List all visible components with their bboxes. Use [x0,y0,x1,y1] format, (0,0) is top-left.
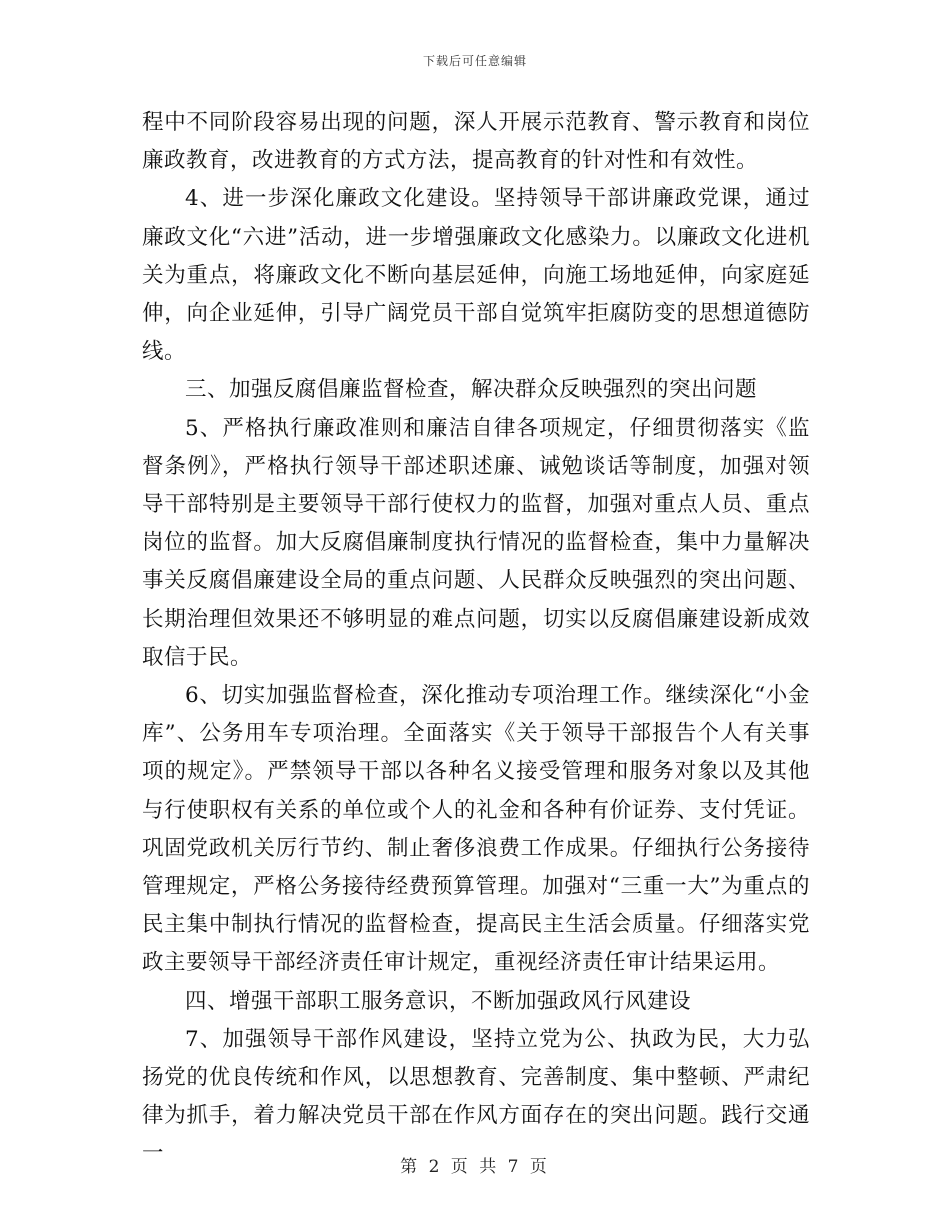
section-heading-4: 四、增强干部职工服务意识，不断加强政风行风建设 [185,988,692,1014]
section-heading-3: 三、加强反腐倡廉监督检查，解决群众反映强烈的突出问题 [185,377,758,403]
paragraph-item-7: 7、加强领导干部作风建设，坚持立党为公、执政为民，大力弘扬党的优良传统和作风，以思想教育、完善制度、集中整顿、严肃纪律为抓手，着力解决党员干部在作风方面存在的突出问题。践行交通一 [142,1026,810,1167]
document-body [142,104,810,1174]
paragraph-item-6: 6、切实加强监督检查，深化推动专项治理工作。继续深化“小金库”、公务用车专项治理。全面落实《关于领导干部报告个人有关事项的规定》。严禁领导干部以各种名义接受管理和服务对象以及其他与行使职权有关系的单位或个人的礼金和各种有价证券、支付凭证。巩固党政机关厉行节约、制止奢侈浪费工作成果。仔细执行公务接待管理规定，严格公务接待经费预算管理。加强对“三重一大”为重点的民主集中制执行情况的监督检查，提高民主生活会质量。仔细落实党政主要领导干部经济责任审计规定，重视经济责任审计结果运用。 [142,683,810,976]
paragraph-item-4: 4、进一步深化廉政文化建设。坚持领导干部讲廉政党课，通过廉政文化“六进”活动，进一步增强廉政文化感染力。以廉政文化进机关为重点，将廉政文化不断向基层延伸，向施工场地延伸，向家庭延伸，向企业延伸，引导广阔党员干部自觉筑牢拒腐防变的思想道德防线。 [142,186,810,365]
paragraph-item-5: 5、严格执行廉政准则和廉洁自律各项规定，仔细贯彻落实《监督条例》，严格执行领导干部述职述廉、诫勉谈话等制度，加强对领导干部特别是主要领导干部行使权力的监督，加强对重点人员、重点岗位的监督。加大反腐倡廉制度执行情况的监督检查，集中力量解决事关反腐倡廉建设全局的重点问题、人民群众反映强烈的突出问题、长期治理但效果还不够明显的难点问题，切实以反腐倡廉建设新成效取信于民。 [142,415,810,670]
page-number-footer: 第 2 页 共 7 页 [400,1157,550,1177]
page-header: 下载后可任意编辑 [422,54,527,68]
paragraph-continuation: 程中不同阶段容易出现的问题，深人开展示范教育、警示教育和岗位廉政教育，改进教育的方式方法，提高教育的针对性和有效性。 [142,110,810,174]
